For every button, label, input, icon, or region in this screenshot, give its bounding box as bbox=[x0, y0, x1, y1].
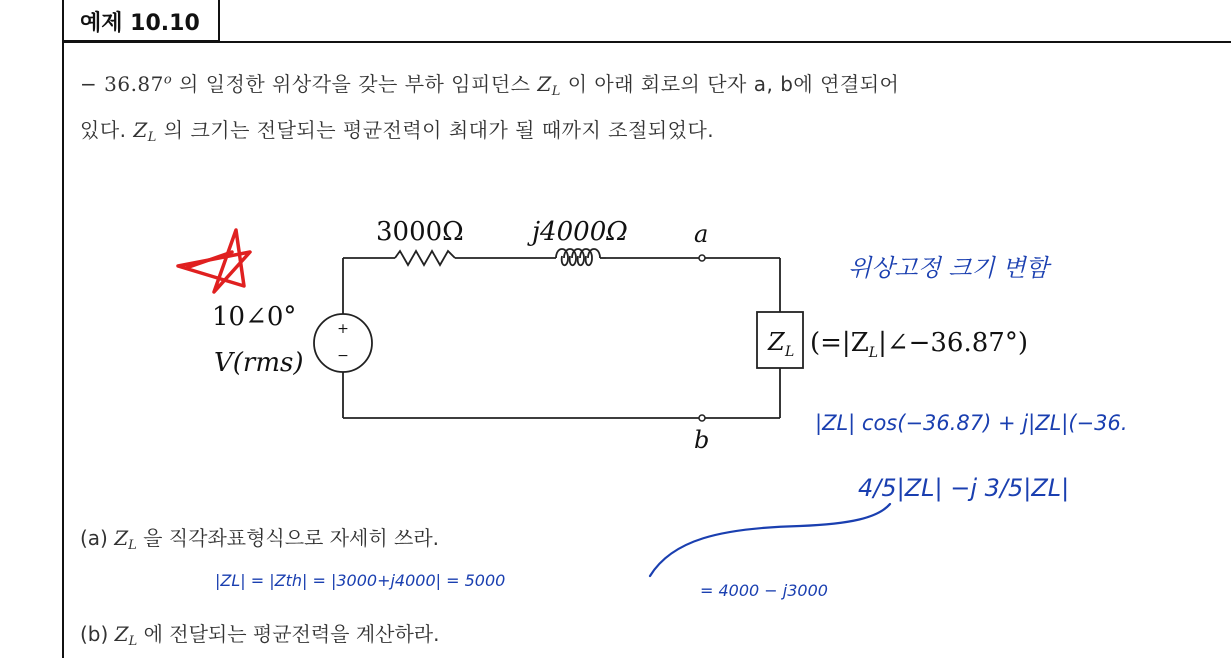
load-subscript: L bbox=[785, 344, 795, 360]
terminal-a-label: a bbox=[694, 220, 709, 248]
inductor-symbol bbox=[556, 249, 606, 265]
source-plus: + bbox=[337, 321, 349, 337]
circuit-wires bbox=[343, 258, 780, 418]
question-b bbox=[80, 618, 440, 649]
question-b-text: 에 전달되는 평균전력을 계산하라. bbox=[137, 622, 440, 646]
question-a bbox=[80, 522, 439, 553]
zl-symbol: Z bbox=[537, 72, 552, 96]
problem-text-1a: 의 일정한 위상각을 갖는 부하 임피던스 bbox=[172, 72, 538, 96]
terminal-b-label: b bbox=[694, 426, 710, 454]
handwritten-ratio-note: 4/5|ZL| −j 3/5|ZL| bbox=[858, 474, 1070, 502]
problem-text-1b: 이 아래 회로의 단자 a, b에 연결되어 bbox=[560, 72, 900, 96]
zl-symbol: Z bbox=[114, 526, 129, 550]
zl-subscript: L bbox=[128, 538, 137, 553]
question-a-prefix: (a) bbox=[80, 526, 115, 550]
problem-text-2a: 있다. bbox=[80, 118, 134, 142]
load-expr-close: |∠−36.87°) bbox=[878, 328, 1028, 358]
load-expr-open: (=|Z bbox=[810, 328, 869, 358]
zl-subscript: L bbox=[551, 84, 561, 99]
example-title: 예제 10.10 bbox=[80, 11, 200, 36]
resistor-label: 3000Ω bbox=[376, 217, 464, 247]
handwritten-result: = 4000 − j3000 bbox=[700, 581, 828, 600]
zl-symbol: Z bbox=[114, 622, 129, 646]
source-unit: V(rms) bbox=[214, 348, 304, 378]
zl-subscript: L bbox=[128, 634, 138, 649]
question-a-text: 을 직각좌표형식으로 자세히 쓰라. bbox=[136, 526, 440, 550]
zl-subscript: L bbox=[147, 130, 157, 145]
red-star-mark bbox=[178, 230, 250, 292]
handwritten-rect-form: |ZL| cos(−36.87) + j|ZL|(−36. bbox=[815, 411, 1128, 435]
phase-angle: − 36.87 bbox=[80, 72, 164, 96]
zl-symbol: Z bbox=[133, 118, 148, 142]
load-label: Z bbox=[768, 328, 785, 356]
question-b-prefix: (b) bbox=[80, 622, 115, 646]
resistor-symbol bbox=[395, 251, 455, 265]
load-expression bbox=[810, 328, 1028, 361]
terminal-a-node bbox=[699, 255, 705, 261]
degree-mark: o bbox=[163, 72, 173, 88]
handwritten-magnitude-calc: |ZL| = |Zth| = |3000+j4000| = 5000 bbox=[215, 571, 506, 590]
handwritten-arrow bbox=[650, 504, 890, 576]
source-minus: − bbox=[337, 348, 349, 364]
load-expr-sub: L bbox=[868, 345, 879, 361]
source-magnitude: 10∠0° bbox=[212, 302, 297, 332]
problem-text-2b: 의 크기는 전달되는 평균전력이 최대가 될 때까지 조절되었다. bbox=[156, 118, 715, 142]
terminal-b-node bbox=[699, 415, 705, 421]
handwritten-phase-note: 위상고정 크기 변함 bbox=[848, 254, 1049, 282]
inductor-label: j4000Ω bbox=[532, 217, 628, 247]
